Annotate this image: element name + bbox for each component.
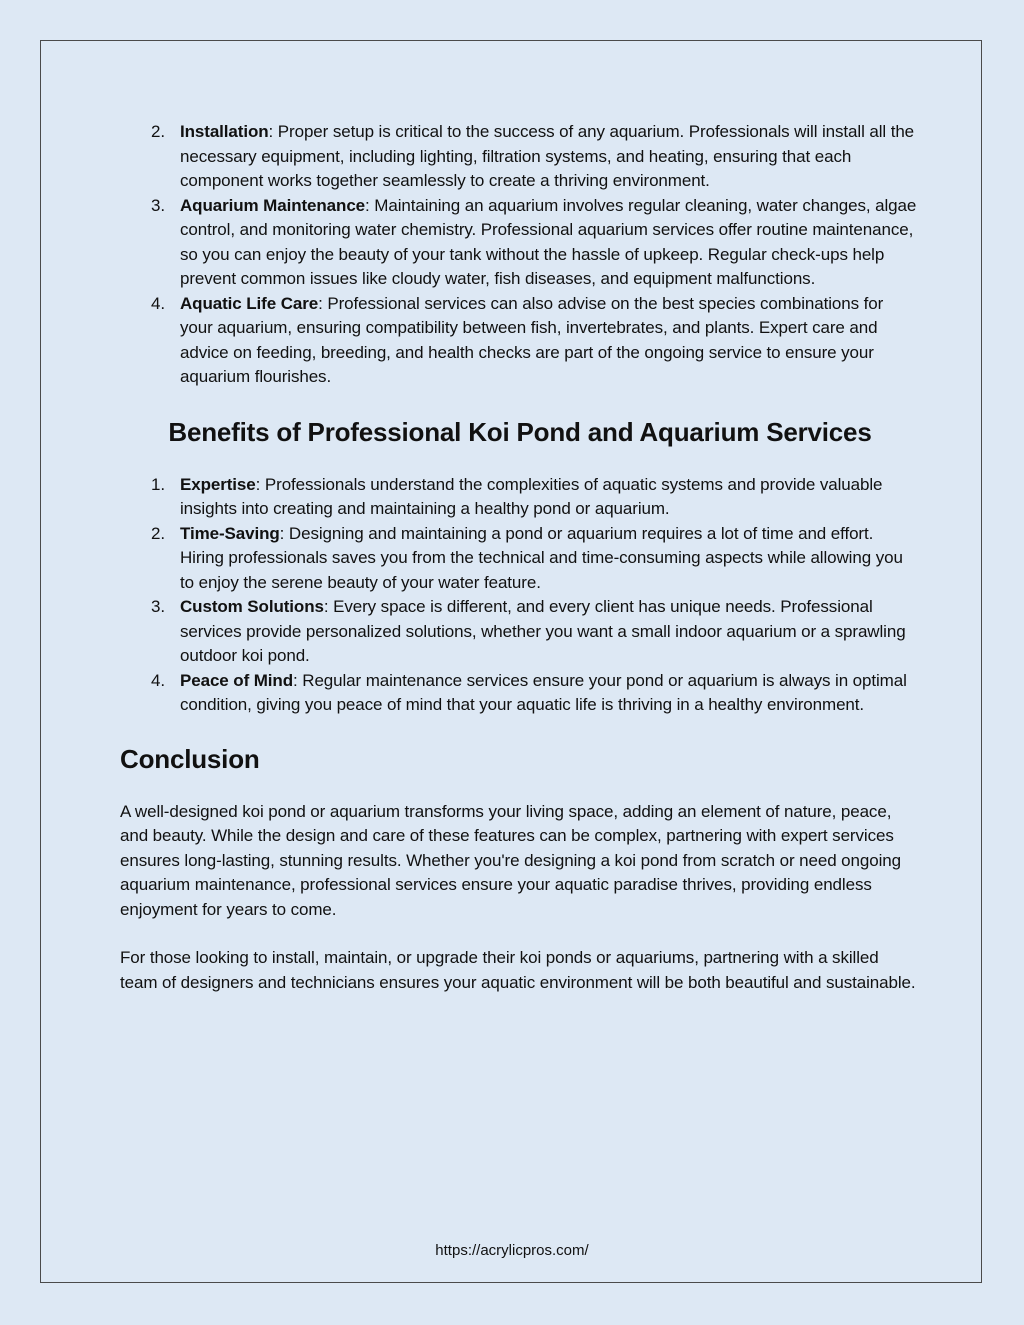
- list-item: [120, 473, 920, 522]
- list-number: 4.: [151, 670, 165, 690]
- list-item: [120, 669, 920, 718]
- list-number: 3.: [151, 597, 165, 616]
- list-text: : Professionals understand the complexities of aquatic systems and provide valuable insights into creating and maintaining a healthy pond or aquarium.: [180, 474, 883, 518]
- list-number: 2.: [151, 122, 165, 141]
- footer-url[interactable]: https://acrylicpros.com/: [435, 1242, 589, 1259]
- list-item: [120, 120, 920, 194]
- list-term: Aquatic Life Care: [180, 293, 319, 313]
- list-item: [120, 595, 920, 669]
- list-number: 2.: [151, 523, 165, 543]
- document-content: [120, 120, 920, 995]
- list-term: Time-Saving: [180, 523, 280, 543]
- list-term: Custom Solutions: [180, 597, 324, 616]
- list-term: Expertise: [180, 474, 256, 494]
- conclusion-paragraph: For those looking to install, maintain, or upgrade their koi ponds or aquariums, partnering with a skilled team of designers and technicians ensures your aquatic environment will be both beautiful and sustainable.: [120, 948, 916, 992]
- list-item: [120, 522, 920, 596]
- list-text: : Professional services can also advise on the best species combinations for your aquarium, ensuring compatibility between fish, invertebrates, and plants. Expert care and advice on feeding, breeding, and health checks are part of the ongoing service to ensure your aquarium flourishes.: [180, 293, 884, 386]
- list-text: : Regular maintenance services ensure your pond or aquarium is always in optimal condition, giving you peace of mind that your aquatic life is thriving in a healthy environment.: [180, 670, 907, 714]
- list-text: : Designing and maintaining a pond or aquarium requires a lot of time and effort. Hiring professionals saves you from the technical and time-consuming aspects while allowing you to enjoy the serene beauty of your water feature.: [180, 523, 903, 592]
- list-item: [120, 292, 920, 390]
- services-list: [120, 120, 920, 390]
- list-number: 3.: [151, 195, 165, 215]
- list-number: 4.: [151, 293, 165, 313]
- list-text: : Proper setup is critical to the success of any aquarium. Professionals will install all the necessary equipment, including lighting, filtration systems, and heating, ensuring that each component works together seamlessly to create a thriving environment.: [180, 122, 915, 190]
- list-item: [120, 194, 920, 292]
- benefits-list: [120, 473, 920, 718]
- list-text: : Every space is different, and every client has unique needs. Professional services provide personalized solutions, whether you want a small indoor aquarium or a sprawling outdoor koi pond.: [180, 597, 906, 665]
- list-term: Peace of Mind: [180, 670, 294, 690]
- benefits-heading: Benefits of Professional Koi Pond and Aquarium Services: [168, 416, 872, 447]
- conclusion-heading: Conclusion: [120, 743, 260, 774]
- list-number: 1.: [151, 474, 165, 494]
- list-term: Aquarium Maintenance: [180, 195, 366, 215]
- conclusion-paragraph: A well-designed koi pond or aquarium transforms your living space, adding an element of nature, peace, and beauty. While the design and care of these features can be complex, partnering with expert services ensures long-lasting, stunning results. Whether you're designing a koi pond from scratch or need ongoing aquarium maintenance, professional services ensure your aquatic paradise thrives, providing endless enjoyment for years to come.: [120, 801, 901, 919]
- list-term: Installation: [180, 122, 269, 141]
- list-text: : Maintaining an aquarium involves regular cleaning, water changes, algae control, and monitoring water chemistry. Professional aquarium services offer routine maintenance, so you can enjoy the beauty of your tank without the hassle of upkeep. Regular check-ups help prevent common issues like cloudy water, fish diseases, and equipment malfunctions.: [180, 195, 917, 288]
